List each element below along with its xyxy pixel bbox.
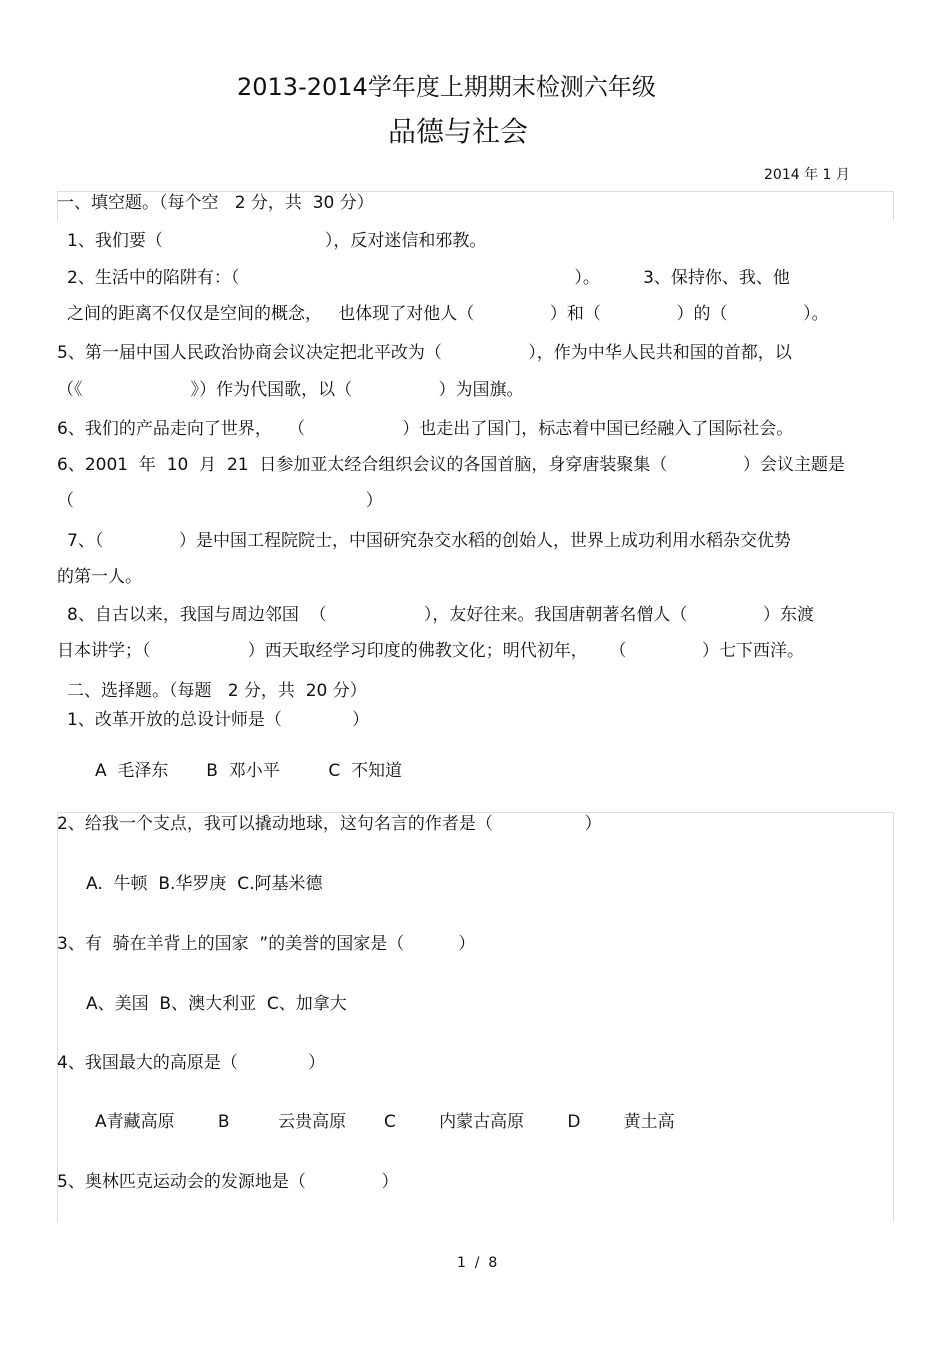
fill-question-line: 之间的距离不仅仅是空间的概念， 也体现了对他人（ ）和（ ）的（ ）。 <box>67 304 829 324</box>
choice-question: 4、我国最大的高原是（ ） <box>57 1053 326 1073</box>
choice-options: A、美国 B、澳大利亚 C、加拿大 <box>86 994 347 1014</box>
choice-question: 1、改革开放的总设计师是（ ） <box>67 710 370 730</box>
fill-question-line: 8、自古以来，我国与周边邻国 （ ），友好往来。我国唐朝著名僧人（ ）东渡 <box>67 605 815 625</box>
choice-options: A. 牛顿 B.华罗庚 C.阿基米德 <box>86 874 323 894</box>
fill-question-line: 6、我们的产品走向了世界， （ ）也走出了国门，标志着中国已经融入了国际社会。 <box>57 419 794 439</box>
page-number: 1 / 8 <box>457 1255 498 1271</box>
frame-left-rule-lower <box>57 812 58 1222</box>
choice-options: A 毛泽东 B 邓小平 C 不知道 <box>95 761 403 781</box>
fill-question-line: 的第一人。 <box>57 567 142 587</box>
document-title: 2013-2014学年度上期期末检测六年级 <box>237 73 656 101</box>
frame-right-rule <box>893 191 894 221</box>
choice-options: A青藏高原 B 云贵高原 C 内蒙古高原 D 黄土高 <box>95 1112 675 1132</box>
fill-question-line: 5、第一届中国人民政治协商会议决定把北平改为（ ），作为中华人民共和国的首都，以 <box>57 343 792 363</box>
fill-question-line: 7、（ ）是中国工程院院士，中国研究杂交水稻的创始人，世界上成功利用水稻杂交优势 <box>67 531 791 551</box>
fill-question-line: 1、我们要（ ），反对迷信和邪教。 <box>67 231 487 251</box>
choice-question: 5、奥林匹克运动会的发源地是（ ） <box>57 1172 399 1192</box>
fill-question-line: 2、生活中的陷阱有：（ ）。 3、保持你、我、他 <box>67 268 790 288</box>
fill-question-line: （ ） <box>57 491 383 511</box>
choice-question: 2、给我一个支点，我可以撬动地球，这句名言的作者是（ ） <box>57 814 602 834</box>
fill-question-line: 6、2001 年 10 月 21 日参加亚太经合组织会议的各国首脑，身穿唐装聚集（ ）会议主题是 <box>57 455 846 475</box>
section1-heading: 一、填空题。（每个空 2 分，共 30 分） <box>57 193 374 213</box>
choice-question: 3、有 骑在羊背上的国家 ”的美誉的国家是（ ） <box>57 934 476 954</box>
exam-date: 2014 年 1 月 <box>764 167 850 183</box>
section2-heading: 二、选择题。（每题 2 分，共 20 分） <box>67 681 367 701</box>
subject-title: 品德与社会 <box>388 115 529 148</box>
fill-question-line: 日本讲学；（ ）西天取经学习印度的佛教文化；明代初年， （ ）七下西洋。 <box>57 641 805 661</box>
fill-question-line: （《 》）作为代国歌，以（ ）为国旗。 <box>57 380 524 400</box>
frame-right-rule-lower <box>893 812 894 1222</box>
